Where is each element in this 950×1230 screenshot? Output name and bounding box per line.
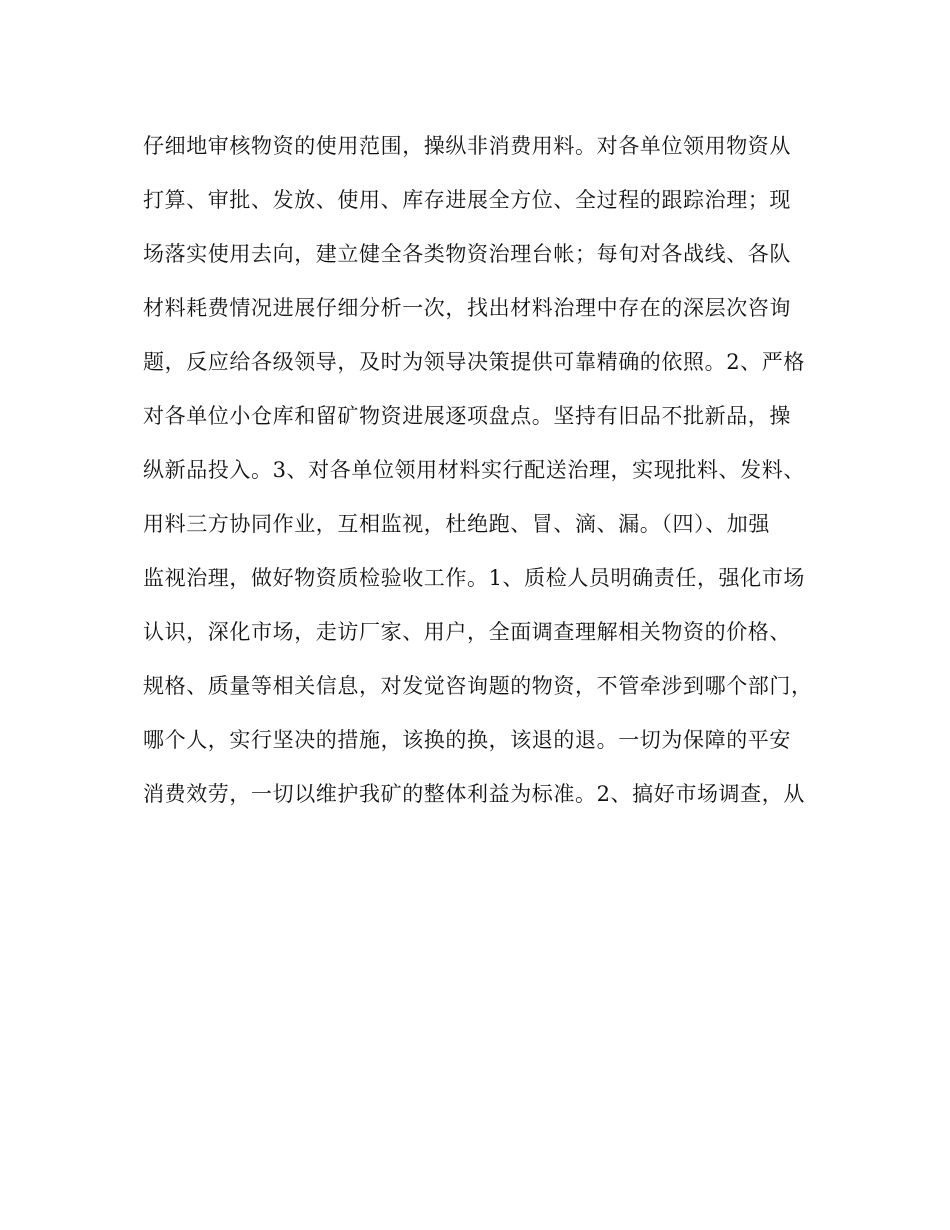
text-line: 材料耗费情况进展仔细分析一次，找出材料治理中存在的深层次咨询 xyxy=(143,296,791,320)
text-line: 题，反应给各级领导，及时为领导决策提供可靠精确的依照。2、严格 xyxy=(143,350,805,374)
text-line: 用料三方协同作业，互相监视，杜绝跑、冒、滴、漏。（四）、加强 xyxy=(143,512,770,536)
text-line: 对各单位小仓库和留矿物资进展逐项盘点。坚持有旧品不批新品，操 xyxy=(143,404,791,428)
text-line: 哪个人，实行坚决的措施，该换的换，该退的退。一切为保障的平安 xyxy=(143,728,791,752)
text-line: 消费效劳，一切以维护我矿的整体利益为标准。2、搞好市场调查，从 xyxy=(143,782,805,806)
body-text xyxy=(143,133,823,835)
text-line: 纵新品投入。3、对各单位领用材料实行配送治理，实现批料、发料、 xyxy=(143,458,805,482)
text-line: 打算、审批、发放、使用、库存进展全方位、全过程的跟踪治理；现 xyxy=(143,188,791,212)
text-line: 认识，深化市场，走访厂家、用户，全面调查理解相关物资的价格、 xyxy=(143,620,791,644)
text-line: 场落实使用去向，建立健全各类物资治理台帐；每旬对各战线、各队 xyxy=(143,242,791,266)
text-line: 仔细地审核物资的使用范围，操纵非消费用料。对各单位领用物资从 xyxy=(143,134,791,158)
text-line: 规格、质量等相关信息，对发觉咨询题的物资，不管牵涉到哪个部门， xyxy=(143,674,813,698)
text-line: 监视治理，做好物资质检验收工作。1、质检人员明确责任，强化市场 xyxy=(143,566,805,590)
